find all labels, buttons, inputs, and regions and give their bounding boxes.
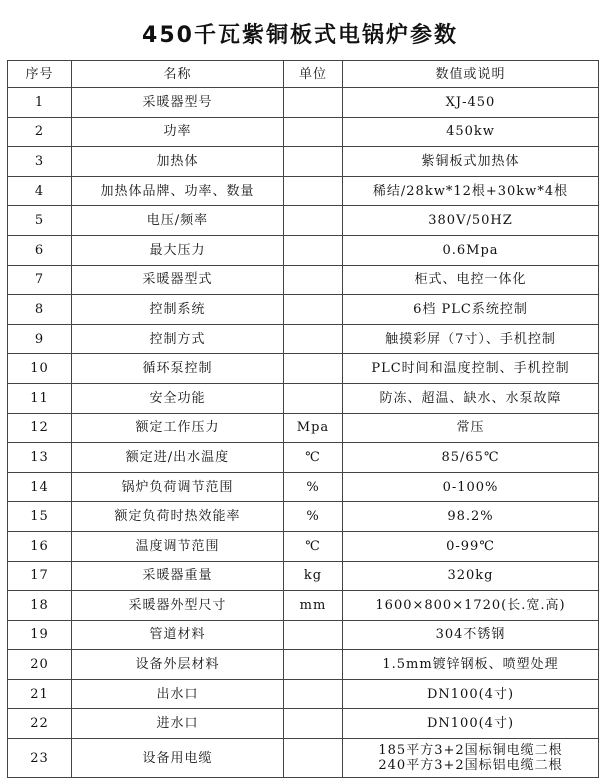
table-row <box>8 472 599 502</box>
row-unit <box>284 117 343 147</box>
page-title: 450千瓦紫铜板式电锅炉参数 <box>142 23 458 48</box>
table-row <box>8 383 599 413</box>
row-number: 17 <box>8 561 72 591</box>
row-number: 11 <box>8 383 72 413</box>
row-name: 加热体 <box>72 147 284 177</box>
row-unit <box>284 324 343 354</box>
row-number: 13 <box>8 443 72 473</box>
row-unit <box>284 235 343 265</box>
row-name: 加热体品牌、功率、数量 <box>72 176 284 206</box>
row-name: 控制系统 <box>72 295 284 325</box>
row-number: 21 <box>8 679 72 709</box>
row-number: 5 <box>8 206 72 236</box>
row-name: 额定进/出水温度 <box>72 443 284 473</box>
row-name: 控制方式 <box>72 324 284 354</box>
row-value: 0.6Mpa <box>343 235 599 265</box>
table-row <box>8 679 599 709</box>
row-name: 电压/频率 <box>72 206 284 236</box>
row-value: 98.2% <box>343 502 599 532</box>
row-value: XJ-450 <box>343 88 599 118</box>
row-value: 1600×800×1720(长.宽.高) <box>343 591 599 621</box>
header-no: 序号 <box>8 61 72 88</box>
table-row <box>8 354 599 384</box>
table-row <box>8 650 599 680</box>
row-number: 9 <box>8 324 72 354</box>
row-name: 额定负荷时热效能率 <box>72 502 284 532</box>
row-number: 1 <box>8 88 72 118</box>
row-value: 380V/50HZ <box>343 206 599 236</box>
row-unit <box>284 354 343 384</box>
row-value: 1.5mm镀锌钢板、喷塑处理 <box>343 650 599 680</box>
row-name: 功率 <box>72 117 284 147</box>
row-name: 安全功能 <box>72 383 284 413</box>
row-value: 稀结/28kw*12根+30kw*4根 <box>343 176 599 206</box>
row-number: 15 <box>8 502 72 532</box>
row-name: 循环泵控制 <box>72 354 284 384</box>
table-row <box>8 235 599 265</box>
row-value-line: 185平方3+2国标铜电缆二根 <box>378 743 563 759</box>
row-number: 8 <box>8 295 72 325</box>
row-value: 304不锈钢 <box>343 620 599 650</box>
table-header-row <box>8 61 599 88</box>
row-number: 23 <box>8 739 72 778</box>
row-name: 进水口 <box>72 709 284 739</box>
table-row <box>8 502 599 532</box>
row-unit <box>284 176 343 206</box>
table-row <box>8 324 599 354</box>
row-value: DN100(4寸) <box>343 709 599 739</box>
row-number: 19 <box>8 620 72 650</box>
row-number: 14 <box>8 472 72 502</box>
row-unit <box>284 739 343 778</box>
row-unit: kg <box>284 561 343 591</box>
row-unit: ℃ <box>284 531 343 561</box>
table-row <box>8 176 599 206</box>
row-unit: Mpa <box>284 413 343 443</box>
row-unit: ℃ <box>284 443 343 473</box>
parameter-table <box>7 60 599 778</box>
row-unit: % <box>284 502 343 532</box>
row-name: 采暖器型式 <box>72 265 284 295</box>
header-unit: 单位 <box>284 61 343 88</box>
table-row <box>8 709 599 739</box>
row-value: 常压 <box>343 413 599 443</box>
row-unit <box>284 383 343 413</box>
table-row <box>8 443 599 473</box>
row-value: 柜式、电控一体化 <box>343 265 599 295</box>
row-number: 20 <box>8 650 72 680</box>
row-unit <box>284 679 343 709</box>
row-value <box>343 739 599 778</box>
row-number: 10 <box>8 354 72 384</box>
row-value: 0-100% <box>343 472 599 502</box>
row-unit: % <box>284 472 343 502</box>
row-number: 22 <box>8 709 72 739</box>
row-number: 2 <box>8 117 72 147</box>
row-number: 3 <box>8 147 72 177</box>
row-number: 4 <box>8 176 72 206</box>
row-unit <box>284 295 343 325</box>
row-value: 防冻、超温、缺水、水泵故障 <box>343 383 599 413</box>
row-unit <box>284 206 343 236</box>
row-number: 6 <box>8 235 72 265</box>
table-row <box>8 531 599 561</box>
row-number: 18 <box>8 591 72 621</box>
table-row <box>8 265 599 295</box>
table-row <box>8 620 599 650</box>
row-unit <box>284 88 343 118</box>
row-unit <box>284 620 343 650</box>
row-name: 采暖器重量 <box>72 561 284 591</box>
row-value: 6档 PLC系统控制 <box>343 295 599 325</box>
table-row <box>8 117 599 147</box>
table-row <box>8 591 599 621</box>
row-name: 出水口 <box>72 679 284 709</box>
row-unit <box>284 709 343 739</box>
table-row <box>8 295 599 325</box>
row-unit <box>284 147 343 177</box>
row-value: 320kg <box>343 561 599 591</box>
table-row <box>8 413 599 443</box>
row-name: 采暖器型号 <box>72 88 284 118</box>
row-name: 设备外层材料 <box>72 650 284 680</box>
row-value: DN100(4寸) <box>343 679 599 709</box>
row-name: 管道材料 <box>72 620 284 650</box>
row-number: 12 <box>8 413 72 443</box>
row-name: 最大压力 <box>72 235 284 265</box>
row-value: 450kw <box>343 117 599 147</box>
table-row <box>8 561 599 591</box>
row-unit <box>284 650 343 680</box>
row-unit <box>284 265 343 295</box>
row-name: 额定工作压力 <box>72 413 284 443</box>
row-name: 温度调节范围 <box>72 531 284 561</box>
row-name: 锅炉负荷调节范围 <box>72 472 284 502</box>
row-value-line: 240平方3+2国标铝电缆二根 <box>378 758 563 774</box>
row-number: 7 <box>8 265 72 295</box>
row-value: 0-99℃ <box>343 531 599 561</box>
table-row <box>8 206 599 236</box>
row-number: 16 <box>8 531 72 561</box>
table-row <box>8 739 599 778</box>
row-name: 采暖器外型尺寸 <box>72 591 284 621</box>
row-value: 85/65℃ <box>343 443 599 473</box>
row-value: 触摸彩屏（7寸）、手机控制 <box>343 324 599 354</box>
header-name: 名称 <box>72 61 284 88</box>
row-value: PLC时间和温度控制、手机控制 <box>343 354 599 384</box>
header-value: 数值或说明 <box>343 61 599 88</box>
row-name: 设备用电缆 <box>72 739 284 778</box>
table-row <box>8 147 599 177</box>
row-value: 紫铜板式加热体 <box>343 147 599 177</box>
table-row <box>8 88 599 118</box>
row-unit: mm <box>284 591 343 621</box>
